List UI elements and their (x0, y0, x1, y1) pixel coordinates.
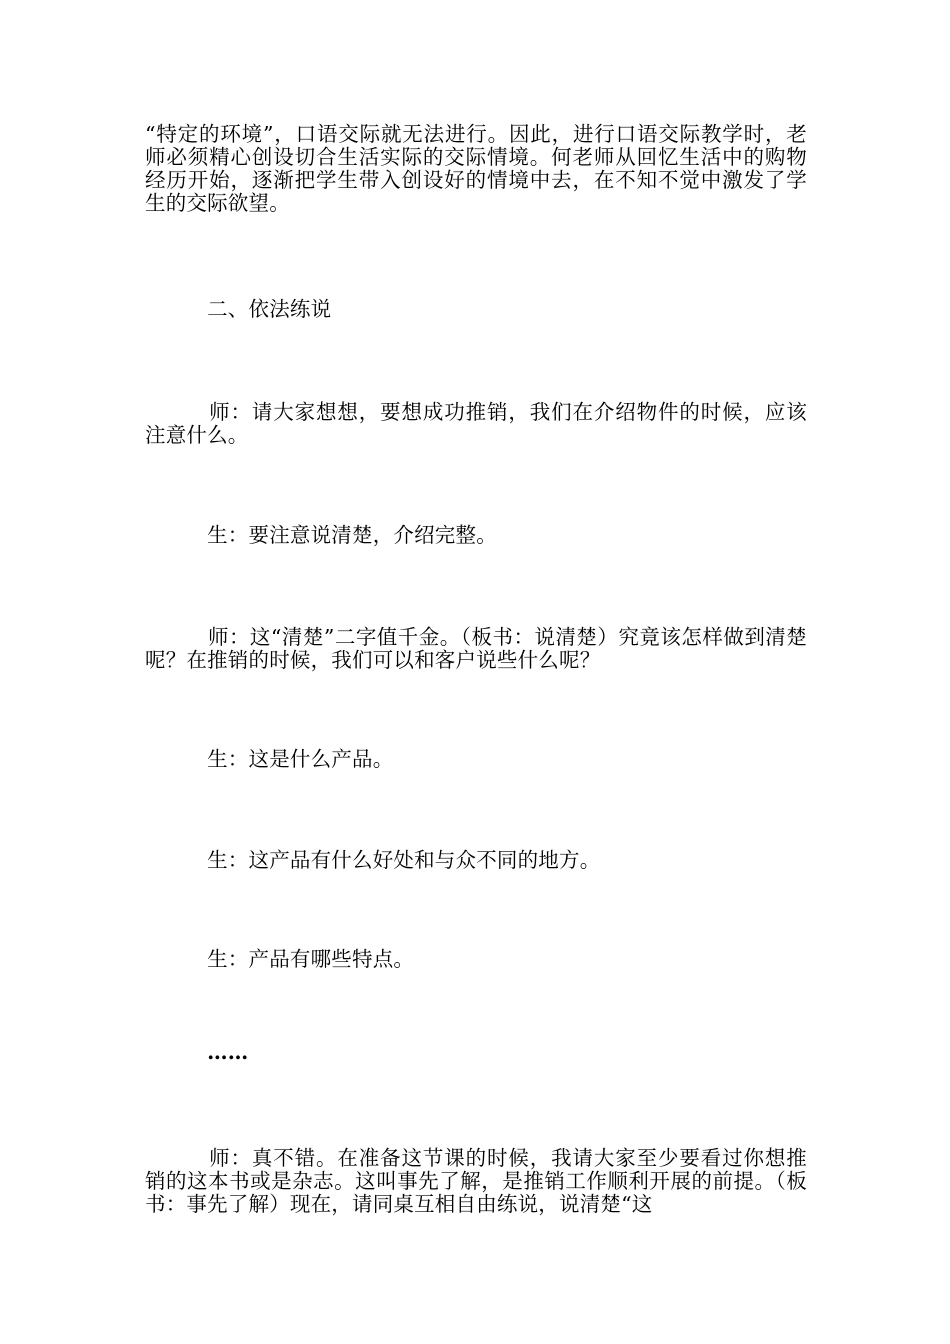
paragraph-student-answer-4: 生：产品有哪些特点。 (145, 947, 415, 971)
paragraph-student-answer-3: 生：这产品有什么好处和与众不同的地方。 (145, 848, 601, 872)
paragraph-intro: “特定的环境”，口语交际就无法进行。因此，进行口语交际教学时，老师必须精心创设切合生活实际的交际情境。何老师从回忆生活中的购物经历开始，逐渐把学生带入创设好的情境中去，在不知不觉中激发了学生的交际欲望。 (145, 122, 807, 215)
paragraph-teacher-question: 师：请大家想想，要想成功推销，我们在介绍物件的时候，应该注意什么。 (145, 400, 807, 447)
paragraph-student-answer-1: 生：要注意说清楚，介绍完整。 (145, 523, 497, 547)
paragraph-teacher-conclusion: 师：真不错。在准备这节课的时候，我请大家至少要看过你想推销的这本书或是杂志。这叫事先了解，是推销工作顺利开展的前提。（板书：事先了解）现在，请同桌互相自由练说，说清楚“这 (145, 1146, 807, 1216)
paragraph-teacher-remark: 师：这“清楚”二字值千金。（板书：说清楚）究竟该怎样做到清楚呢？在推销的时候，我们可以和客户说些什么呢？ (145, 625, 807, 672)
section-heading: 二、依法练说 (145, 297, 332, 321)
ellipsis: …… (145, 1040, 249, 1064)
paragraph-student-answer-2: 生：这是什么产品。 (145, 747, 394, 771)
